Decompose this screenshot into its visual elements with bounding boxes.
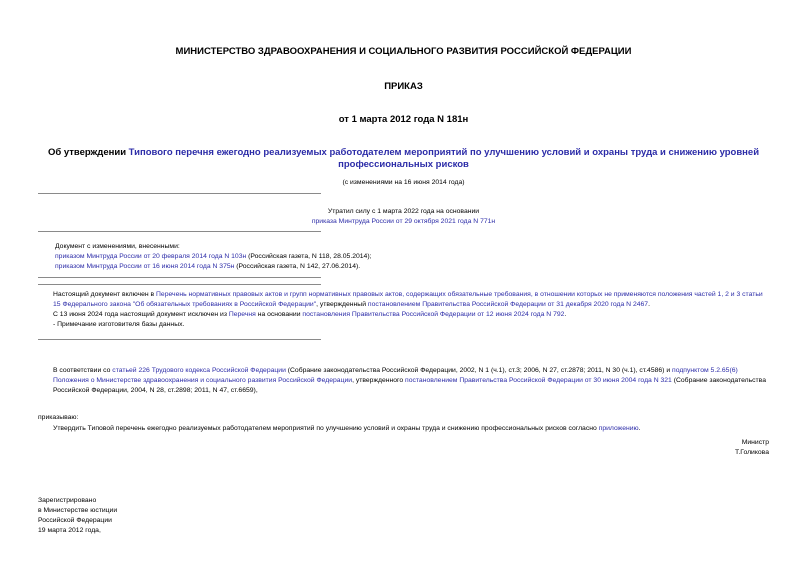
document-date-number: от 1 марта 2012 года N 181н	[338, 114, 469, 125]
signature-position: Министр	[741, 439, 769, 446]
ministry-name: МИНИСТЕРСТВО ЗДРАВООХРАНЕНИЯ И СОЦИАЛЬНОГО РАЗВИТИЯ РОССИЙСКОЙ ФЕДЕРАЦИИ	[175, 46, 632, 57]
changes-note: (с изменениями на 16 июня 2014 года)	[342, 179, 465, 186]
inclusion-paragraph: Настоящий документ включен в Перечень нормативных правовых актов и групп нормативных правовых актов, содержащих обязательные требования, в отношении которых не применяются положения частей 1, 2 и 3 статьи 15 Федерального закона "Об обязательных требованиях в Российской Федерации", утвержденный постановлением Правительства Российской Федерации от 31 декабря 2020 года N 2467.	[53, 291, 763, 308]
perechen-link[interactable]: Перечень нормативных правовых актов и групп нормативных правовых актов, содержащих обязательные требования, в отношении которых не применяются положения частей 1, 2 и 3 статьи 15 Федерального закона "Об обязательных требованиях в Российской Федерации"	[53, 291, 763, 308]
amendment-link-1[interactable]: приказом Минтруда России от 20 февраля 2014 года N 103н	[55, 253, 247, 260]
amendments-heading: Документ с изменениями, внесенными:	[55, 243, 180, 250]
expired-line: Утратил силу с 1 марта 2022 года на основании	[327, 208, 480, 215]
expired-link[interactable]: приказа Минтруда России от 29 октября 2021 года N 771н	[311, 218, 496, 225]
registration-block: Зарегистрировано в Министерстве юстиции Российской Федерации 19 марта 2012 года,	[38, 497, 118, 534]
amendment-link-2[interactable]: приказом Минтруда России от 16 июня 2014 года N 375н	[55, 263, 235, 270]
exclusion-paragraph: С 13 июня 2024 года настоящий документ исключен из Перечня на основании постановления Правительства Российской Федерации от 12 июня 2024 года N 792.	[53, 311, 567, 318]
postanovlenie-2467-link[interactable]: постановлением Правительства Российской Федерации от 31 декабря 2020 года N 2467	[367, 301, 649, 308]
divider	[38, 277, 321, 278]
inclusion-block	[38, 290, 770, 330]
amendment-item: приказом Минтруда России от 20 февраля 2014 года N 103н (Российская газета, N 118, 28.05.2014);	[55, 253, 372, 260]
document-title	[40, 147, 767, 171]
divider	[38, 284, 321, 285]
title-link[interactable]: Типового перечня ежегодно реализуемых работодателем мероприятий по улучшению условий и охраны труда и снижению уровней профессиональных рисков	[128, 147, 760, 170]
appendix-link[interactable]: приложению	[598, 425, 639, 432]
signature-block	[735, 438, 769, 458]
perechen-excl-link[interactable]: Перечня	[228, 311, 256, 318]
divider	[38, 193, 321, 194]
preamble-paragraph: В соответствии со статьей 226 Трудового кодекса Российской Федерации (Собрание законодательства Российской Федерации, 2002, N 1 (ч.1), ст.3; 2006, N 27, ст.2878; 2011, N 30 (ч.1), ст.4586) и подпунктом 5.2.65(6) Положения о Министерстве здравоохранения и социального развития Российской Федерации, утвержденного постановлением Правительства Российской Федерации от 30 июня 2004 года N 321 (Собрание законодательства Российской Федерации, 2004, N 28, ст.2898; 2011, N 47, ст.6659),	[53, 367, 766, 394]
signature-name: Т.Голикова	[734, 449, 769, 456]
divider	[38, 231, 321, 232]
postanovlenie-321-link[interactable]: постановлением Правительства Российской Федерации от 30 июня 2004 года N 321	[405, 377, 672, 384]
approve-paragraph: Утвердить Типовой перечень ежегодно реализуемых работодателем мероприятий по улучшению условий и охраны труда и снижению профессиональных рисков согласно приложению.	[53, 425, 641, 432]
divider	[38, 339, 321, 340]
order-word: приказываю:	[38, 414, 79, 421]
title-prefix: Об утверждении	[47, 147, 129, 158]
polozhenie-link[interactable]: подпунктом 5.2.65(6) Положения о Министерстве здравоохранения и социального развития Российской Федерации	[53, 367, 738, 384]
expired-note	[0, 207, 807, 227]
tk-226-link[interactable]: статьей 226 Трудового кодекса Российской Федерации	[112, 367, 286, 374]
db-note: - Примечание изготовителя базы данных.	[53, 321, 185, 328]
document-type: ПРИКАЗ	[384, 81, 423, 92]
amendments-block	[55, 242, 770, 272]
amendment-item: приказом Минтруда России от 16 июня 2014 года N 375н (Российская газета, N 142, 27.06.2014).	[55, 263, 361, 270]
postanovlenie-792-link[interactable]: постановления Правительства Российской Федерации от 12 июня 2024 года N 792	[302, 311, 565, 318]
